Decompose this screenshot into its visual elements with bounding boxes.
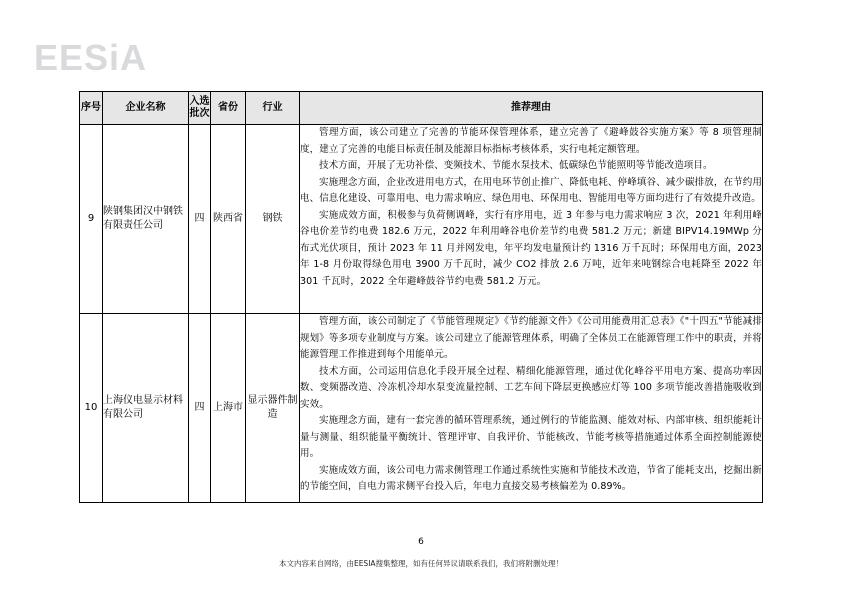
recommendation-table [79, 91, 763, 503]
header-industry: 行业 [246, 92, 300, 125]
row-no: 9 [80, 125, 103, 314]
reason-paragraph: 技术方面，开展了无功补偿、变频技术、节能水泵技术、低碳绿色节能照明等节能改造项目。 [319, 160, 713, 171]
reason-paragraph: 实施成效方面，该公司电力需求侧管理工作通过系统性实施和节能技术改造，节省了能耗支出，挖掘出新的节能空间，自电力需求侧平台投入后，年电力直接交易考核偏差为 0.89%。 [300, 464, 762, 492]
reason-paragraph: 技术方面，公司运用信息化手段开展全过程、精细化能源管理，通过优化峰谷平用电方案、提高功率因数、变频器改造、冷冻机冷却水泵变流量控制、工艺车间下降层更换感应灯等 100 多项节能改善措施吸收到实效。 [300, 365, 762, 410]
header-company: 企业名称 [103, 92, 189, 125]
footer-disclaimer: 本文内容来自网络，由EESIA搜集整理，如有任何异议请联系我们，我们将附删处理！ [278, 559, 564, 568]
reason-paragraph: 实施理念方面，建有一套完善的循环管理系统，通过例行的节能监测、能效对标、内部审核、组织能耗计量与测量、组织能量平衡统计、管理评审、自我评价、节能核改、节能考核等措施通过体系全面控制能源使用。 [300, 415, 762, 459]
row-company: 陕钢集团汉中钢铁有限责任公司 [103, 125, 189, 314]
eesia-logo: EESiA [34, 37, 148, 78]
row-industry: 显示器件制造 [246, 314, 300, 503]
row-province: 陕西省 [211, 125, 246, 314]
header-batch: 入选批次 [189, 92, 211, 125]
row-reason [300, 125, 763, 314]
table-row [80, 314, 763, 503]
row-reason [300, 314, 763, 503]
row-industry: 钢铁 [246, 125, 300, 314]
row-province: 上海市 [211, 314, 246, 503]
header-province: 省份 [211, 92, 246, 125]
table-row [80, 125, 763, 314]
reason-paragraph: 管理方面，该公司制定了《节能管理规定》《节约能源文件》《公司用能费用汇总表》《"十四五"节能减排规划》等多项专业制度与方案。该公司建立了能源管理体系，明确了全体员工在能源管理工作中的职责，并将能源管理工作推进到每个用能单元。 [300, 316, 762, 360]
header-reason: 推荐理由 [300, 92, 763, 125]
row-no: 10 [80, 314, 103, 503]
reason-paragraph: 实施理念方面，企业改进用电方式，在用电环节创止推广、降低电耗、停峰填谷、减少碳排放，在节约用电、信息化建设、可靠用电、电力需求响应、绿色用电、环保用电、智能用电等方面均进行了有效提升改造。 [300, 176, 762, 204]
page-number: 6 [418, 537, 424, 547]
row-batch: 四 [189, 314, 211, 503]
row-company: 上海仪电显示材料有限公司 [103, 314, 189, 503]
reason-paragraph: 实施成效方面，积极参与负荷侧调峰，实行有序用电，近 3 年参与电力需求响应 3 次，2021 年利用峰谷电价差节约电费 182.6 万元，2022 年利用峰谷电价差节约电费 581.2 万元；新建 BIPV14.19MWp 分布式光伏项目，预计 2023 年 11 月并网发电，年平均发电量预计约 1316 万千瓦时；环保用电方面，2023 年 1-8 月份取得绿色用电 3900 万千瓦时，减少 CO2 排放 2.6 万吨，近年来吨钢综合电耗降至 2022 年 301 千瓦时，2022 全年避峰鼓谷节约电费 581.2 万元。 [300, 209, 762, 287]
table-header-row [80, 92, 763, 125]
reason-paragraph: 管理方面，该公司建立了完善的节能环保管理体系，建立完善了《避峰鼓谷实施方案》等 8 项管理制度，建立了完善的电能目标责任制及能源目标指标考核体系，实行电耗定额管理。 [300, 127, 762, 155]
header-no: 序号 [80, 92, 103, 125]
row-batch: 四 [189, 125, 211, 314]
